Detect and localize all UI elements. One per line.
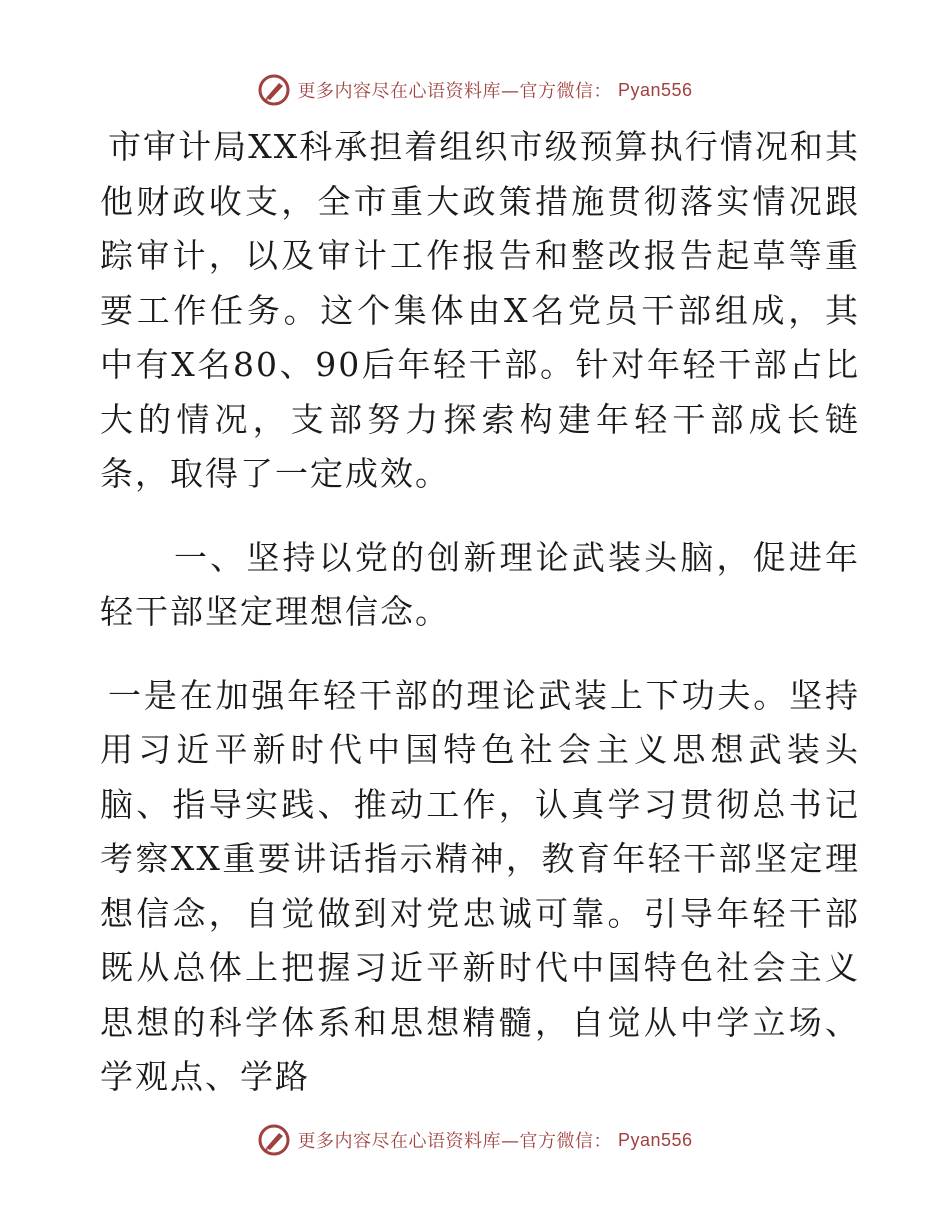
pen-emblem-icon [257,73,291,107]
watermark-text: 更多内容尽在心语资料库—官方微信： [297,1131,612,1152]
footer-watermark [0,1120,950,1160]
watermark-wechat-id: Pyan556 [617,79,693,100]
paragraph-point-one: 一是在加强年轻干部的理论武装上下功夫。坚持用习近平新时代中国特色社会主义思想武装头脑、指导实践、推动工作，认真学习贯彻总书记考察XX重要讲话指示精神，教育年轻干部坚定理想信念，自觉做到对党忠诚可靠。引导年轻干部既从总体上把握习近平新时代中国特色社会主义思想的科学体系和思想精髓，自觉从中学立场、学观点、学路 [100,675,860,1096]
pen-emblem-icon [257,1123,291,1157]
section-heading: 一、坚持以党的创新理论武装头脑，促进年轻干部坚定理想信念。 [100,537,860,631]
paragraph-intro: 市审计局XX科承担着组织市级预算执行情况和其他财政收支，全市重大政策措施贯彻落实情况跟踪审计，以及审计工作报告和整改报告起草等重要工作任务。这个集体由X名党员干部组成，其中有X名80、90后年轻干部。针对年轻干部占比大的情况，支部努力探索构建年轻干部成长链条，取得了一定成效。 [100,127,860,493]
watermark-wechat-id: Pyan556 [617,1129,693,1150]
watermark-text: 更多内容尽在心语资料库—官方微信： [297,81,612,102]
header-watermark [0,70,950,110]
document-body [100,120,860,1105]
